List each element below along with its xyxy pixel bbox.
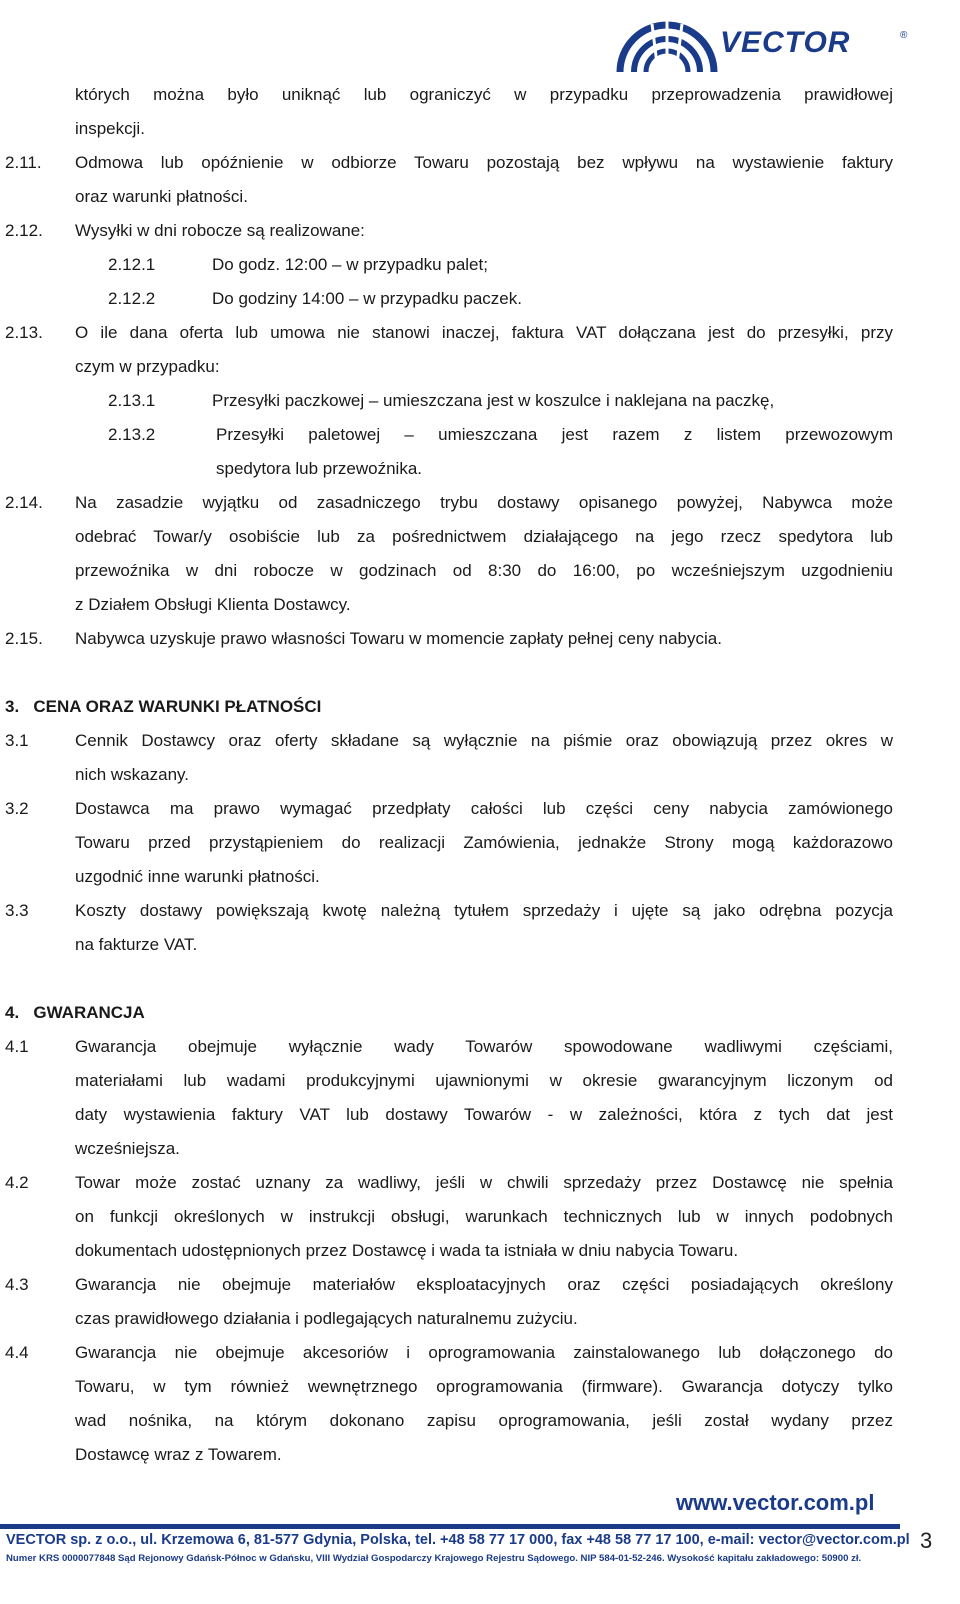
paragraph-line: Gwarancja obejmuje wyłącznie wady Towarów spowodowane wadliwymi częściami, xyxy=(75,1037,893,1056)
footer-registry-info: Numer KRS 0000077848 Sąd Rejonowy Gdańsk-Północ w Gdańsku, VIII Wydział Gospodarczy Krajowego Rejestru Sądowego. NIP 584-01-52-246. Wysokość kapitału zakładowego: 50900 zł. xyxy=(6,1553,862,1564)
paragraph-line: nich wskazany. xyxy=(75,765,190,784)
paragraph-line: oraz warunki płatności. xyxy=(75,187,248,206)
paragraph-line: Przesyłki paletowej – umieszczana jest razem z listem przewozowym xyxy=(216,425,893,444)
registered-mark: ® xyxy=(900,30,908,41)
section-heading: 4. GWARANCJA xyxy=(5,1003,145,1022)
section-number: 4.4 xyxy=(5,1343,29,1362)
subsection-number: 2.13.2 xyxy=(108,425,156,444)
paragraph-line: przewoźnika w dni robocze w godzinach od 8:30 do 16:00, po wcześniejszym uzgodnieniu xyxy=(75,561,893,580)
section-number: 2.13. xyxy=(5,323,43,342)
section-heading: 3. CENA ORAZ WARUNKI PŁATNOŚCI xyxy=(5,697,322,716)
paragraph-line: Towaru, w tym również wewnętrznego oprogramowania (firmware). Gwarancja dotyczy tylko xyxy=(75,1377,893,1396)
section-number: 2.15. xyxy=(5,629,43,648)
paragraph-line: dokumentach udostępnionych przez Dostawcę i wada ta istniała w dniu nabycia Towaru. xyxy=(75,1241,739,1260)
paragraph-line: których można było uniknąć lub ograniczyć w przypadku przeprowadzenia prawidłowej xyxy=(75,85,893,104)
paragraph-line: odebrać Towar/y osobiście lub za pośrednictwem działającego na jego rzecz spedytora lub xyxy=(75,527,893,546)
section-number: 3.3 xyxy=(5,901,29,920)
paragraph-line: Odmowa lub opóźnienie w odbiorze Towaru pozostają bez wpływu na wystawienie faktury xyxy=(75,153,893,172)
paragraph-line: Nabywca uzyskuje prawo własności Towaru w momencie zapłaty pełnej ceny nabycia. xyxy=(75,629,722,648)
paragraph-line: Przesyłki paczkowej – umieszczana jest w koszulce i naklejana na paczkę, xyxy=(212,391,775,410)
logo-rings-icon xyxy=(612,6,722,72)
section-number: 3.2 xyxy=(5,799,29,818)
section-number: 4.3 xyxy=(5,1275,29,1294)
subsection-number: 2.12.2 xyxy=(108,289,156,308)
logo-wordmark: VECTOR xyxy=(720,26,851,59)
paragraph-line: Gwarancja nie obejmuje akcesoriów i oprogramowania zainstalowanego lub dołączonego do xyxy=(75,1343,893,1362)
paragraph-line: Gwarancja nie obejmuje materiałów eksploatacyjnych oraz części posiadających określony xyxy=(75,1275,893,1294)
paragraph-line: Do godziny 14:00 – w przypadku paczek. xyxy=(212,289,522,308)
paragraph-line: z Działem Obsługi Klienta Dostawcy. xyxy=(75,595,351,614)
paragraph-line: na fakturze VAT. xyxy=(75,935,198,954)
paragraph-line: uzgodnić inne warunki płatności. xyxy=(75,867,320,886)
section-number: 4.2 xyxy=(5,1173,29,1192)
paragraph-line: czas prawidłowego działania i podlegających naturalnemu zużyciu. xyxy=(75,1309,578,1328)
paragraph-line: Towar może zostać uznany za wadliwy, jeśli w chwili sprzedaży przez Dostawcę nie spełnia xyxy=(75,1173,893,1192)
footer-divider xyxy=(0,1524,900,1529)
paragraph-line: spedytora lub przewoźnika. xyxy=(216,459,423,478)
paragraph-line: Wysyłki w dni robocze są realizowane: xyxy=(75,221,365,240)
paragraph-line: materiałami lub wadami produkcyjnymi ujawnionymi w okresie gwarancyjnym liczonym od xyxy=(75,1071,893,1090)
section-number: 2.11. xyxy=(5,153,42,172)
section-number: 2.12. xyxy=(5,221,43,240)
subsection-number: 2.13.1 xyxy=(108,391,156,410)
section-number: 4.1 xyxy=(5,1037,29,1056)
paragraph-line: O ile dana oferta lub umowa nie stanowi inaczej, faktura VAT dołączana jest do przesyłki, przy xyxy=(75,323,893,342)
page-number: 3 xyxy=(920,1528,933,1553)
subsection-number: 2.12.1 xyxy=(108,255,156,274)
footer-website-link[interactable]: www.vector.com.pl xyxy=(676,1490,875,1515)
paragraph-line: czym w przypadku: xyxy=(75,357,220,376)
paragraph-line: Dostawcę wraz z Towarem. xyxy=(75,1445,282,1464)
section-number: 3.1 xyxy=(5,731,29,750)
section-number: 2.14. xyxy=(5,493,43,512)
paragraph-line: Na zasadzie wyjątku od zasadniczego trybu dostawy opisanego powyżej, Nabywca może xyxy=(75,493,893,512)
paragraph-line: Koszty dostawy powiększają kwotę należną tytułem sprzedaży i ujęte są jako odrębna pozycja xyxy=(75,901,893,920)
paragraph-line: inspekcji. xyxy=(75,119,145,138)
paragraph-line: daty wystawienia faktury VAT lub dostawy Towarów - w zależności, która z tych dat jest xyxy=(75,1105,893,1124)
paragraph-line: Towaru przed przystąpieniem do realizacji Zamówienia, jednakże Strony mogą każdorazowo xyxy=(75,833,893,852)
footer-company-address: VECTOR sp. z o.o., ul. Krzemowa 6, 81-577 Gdynia, Polska, tel. +48 58 77 17 000, fax +48 58 77 17 100, e-mail: vector@vector.com.pl xyxy=(6,1532,910,1548)
vector-logo xyxy=(612,6,922,72)
paragraph-line: wcześniejsza. xyxy=(75,1139,180,1158)
paragraph-line: Do godz. 12:00 – w przypadku palet; xyxy=(212,255,488,274)
paragraph-line: Dostawca ma prawo wymagać przedpłaty całości lub części ceny nabycia zamówionego xyxy=(75,799,893,818)
paragraph-line: Cennik Dostawcy oraz oferty składane są wyłącznie na piśmie oraz obowiązują przez okres w xyxy=(75,731,893,750)
paragraph-line: on funkcji określonych w instrukcji obsługi, warunkach technicznych lub w innych podobnych xyxy=(75,1207,893,1226)
paragraph-line: wad nośnika, na którym dokonano zapisu oprogramowania, jeśli został wydany przez xyxy=(75,1411,893,1430)
